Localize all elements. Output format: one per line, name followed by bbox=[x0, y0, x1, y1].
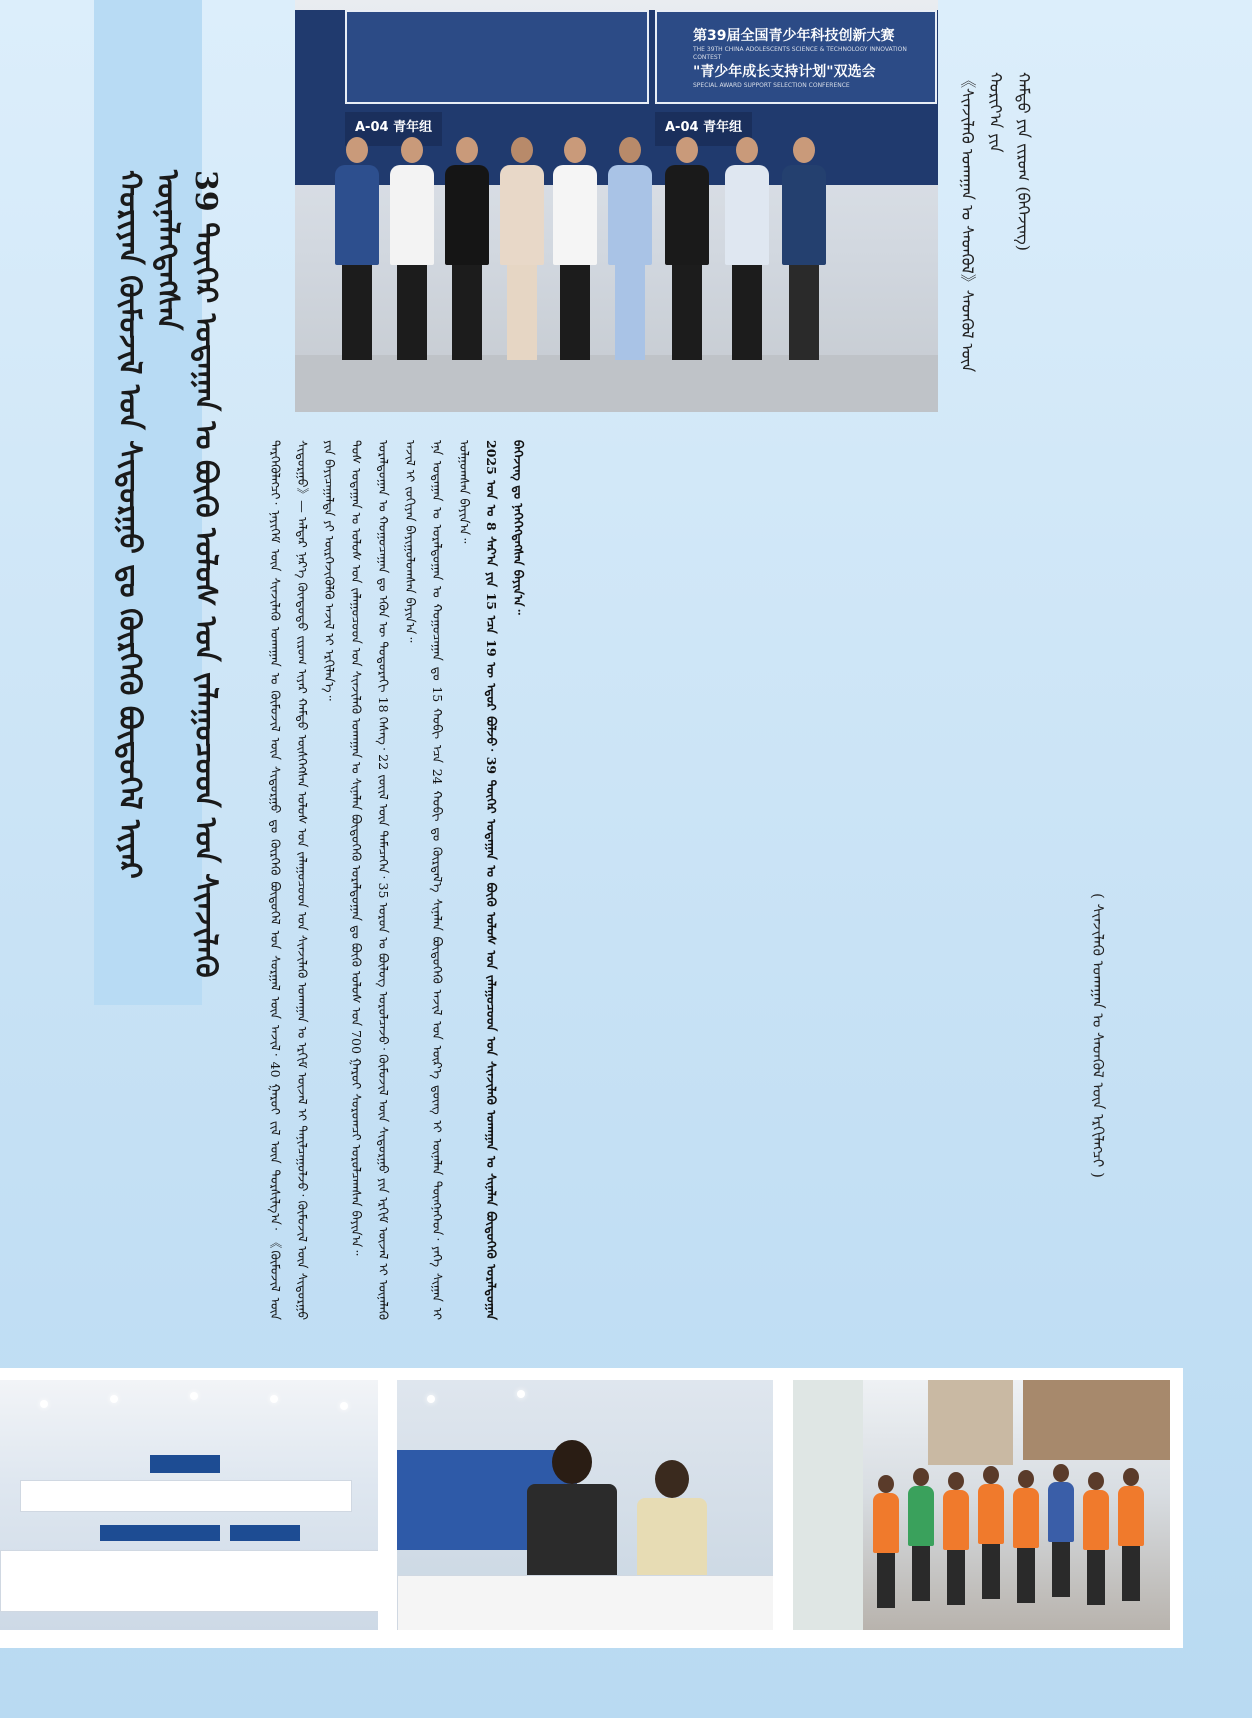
article-body bbox=[262, 440, 1072, 1320]
bus bbox=[793, 1380, 863, 1630]
student bbox=[943, 1472, 969, 1605]
article-headline bbox=[110, 170, 223, 1000]
photo-students-demo bbox=[397, 1380, 773, 1630]
photo-exam-hall bbox=[0, 1380, 378, 1630]
body-paragraph: ᠡᠨᠡ ᠤᠳᠠᠭᠠᠨ ᠤ ᠤᠷᠠᠯᠳᠤᠭᠠᠨ ᠤ ᠬᠤᠭᠤᠴᠠᠭᠠᠨ ᠳᠤ 15 ᠬᠤᠪᠢ ᠡᠴᠡ 24 ᠬᠤᠪᠢ ᠳᠤ ᠬᠦᠷᠲᠡᠯ᠎ᠡ ᠰᠢᠨᠡᠯᠡᠨ ᠪᠦᠲᠦᠭᠡᠬᠦ ᠠᠵᠢᠯ ᠤᠨ ᠦᠷ᠎ᠡ ᠳ᠋ᠦᠩ ᠢ ᠦᠨᠡᠯᠡᠨ ᠳᠦᠩᠨᠡᠭᠡᠳ᠂ ᠶᠡᠬᠡ ᠰᠢᠭᠠᠨ ᠢ ᠣᠯᠭᠤᠭᠰᠠᠨ ᠪᠠᠶᠢᠨ᠎ᠠ᠃ bbox=[430, 440, 472, 1320]
group-member bbox=[608, 137, 652, 360]
group-member bbox=[725, 137, 769, 360]
contest-title-en: THE 39TH CHINA ADOLESCENTS SCIENCE & TECHNOLOGY INNOVATION CONTEST bbox=[693, 46, 907, 61]
group-member bbox=[500, 137, 544, 360]
group-member bbox=[665, 137, 709, 360]
body-paragraph: ᠤᠷᠠᠯᠳᠤᠭᠠᠨ ᠤ ᠬᠤᠭᠤᠴᠠᠭᠠᠨ ᠳᠤ ᠡᠭᠦᠨ ᠦ ᠳᠣᠲᠣᠷᠠᠬᠢ 18 ᠬᠡᠰᠡᠭ᠂ 22 ᠵᠦᠢᠯ ᠦᠨ ᠲᠡᠮᠡᠴᠡᠭᠡᠨ᠂ 35 ᠣᠷᠣᠨ ᠤ ᠪᠦᠯᠦᠭ ᠣᠷᠣᠯᠴᠠᠵᠤ᠂ ᠬᠦᠮᠦᠵᠢᠯ ᠦᠨ ᠰᠢᠳᠤᠷᠭᠤ ᠶᠢᠨ ᠡᠷᠬᠢᠮ ᠦᠵᠡᠯ ᠢ ᠦᠨᠡᠯᠡᠬᠦ ᠠᠵᠢᠯ ᠢ ᠵᠣᠬᠢᠶᠠᠨ ᠪᠠᠶᠢᠭᠤᠯᠤᠭᠰᠠᠨ ᠪᠠᠶᠢᠨ᠎ᠠ᠃ bbox=[376, 440, 418, 1320]
student bbox=[908, 1468, 934, 1601]
building bbox=[1023, 1380, 1170, 1460]
student bbox=[978, 1466, 1004, 1599]
program-title-cn: "青少年成长支持计划"双选会 bbox=[693, 64, 876, 80]
floor bbox=[295, 355, 938, 412]
caption-line-2: ᠬᠠᠮᠲᠤ ᠶᠢᠨ ᠵᠢᠷᠤᠭ (ᠪᠡᠬᠡᠵᠢᠩ) bbox=[1014, 72, 1033, 251]
contest-title-cn: 第39届全国青少年科技创新大赛 bbox=[693, 28, 895, 44]
booth-panel-left bbox=[345, 10, 649, 104]
contest-banner bbox=[693, 26, 933, 90]
body-paragraph: ᠲᠡᠷᠭᠡᠭᠦᠯᠡᠭᠴᠢ᠂ ᠨᠡᠶᠢᠭᠡᠮ ᠦᠨ ᠰᠢᠨᠵᠢᠯᠡᠬᠦ ᠤᠬᠠᠭᠠᠨ ᠤ ᠬᠦᠮᠦᠵᠢᠯ ᠦᠨ ᠰᠢᠳᠤᠷᠭᠤ ᠳᠤ ᠬᠦᠷᠭᠡᠬᠦ ᠪᠥᠲᠦᠭᠡᠯ ᠤᠨ ᠰᠤᠷᠭᠠᠯ ᠦᠨ ᠠᠵᠢᠯ᠂ 40 ᠭᠠᠷᠤᠢ ᠵᠢᠯ ᠦᠨ ᠲᠤᠷᠱᠢᠯᠭ᠎ᠠ᠂ 《ᠬᠦᠮᠦᠵᠢᠯ ᠦᠨ ᠰᠢᠳᠤᠷᠭᠤ》— ᠠᠯᠳᠠᠷ ᠨᠡᠷ᠎ᠡ ᠬᠦᠨᠳᠦᠳᠦ ᠵᠢᠷᠤᠭ ᠢᠶᠠᠷ ᠬᠠᠮᠲᠤ ᠥᠰᠭᠡᠭᠰᠡᠨ ᠤᠯᠤᠰ ᠤᠨ ᠵᠠᠯᠠᠭᠤᠴᠤᠳ ᠤᠨ ᠰᠢᠨᠵᠢᠯᠡᠬᠦ ᠤᠬᠠᠭᠠᠨ ᠤ ᠡᠷᠬᠢᠮ ᠦᠵᠡᠯ ᠢ ᠲᠠᠨᠢᠯᠴᠠᠭᠤᠯᠵᠤ᠂ ᠬᠦᠮᠦᠵᠢᠯ ᠦᠨ ᠰᠢᠳᠤᠷᠭᠤ ᠶᠢᠨ ᠪᠠᠶᠢᠴᠠᠭᠠᠯᠲᠠ ᠶᠢ ᠥᠷᠭᠡᠵᠢᠭᠦᠯᠬᠦ ᠠᠵᠢᠯ ᠢ ᠡᠷᠬᠢᠯᠡᠨ᠎ᠡ᠃ bbox=[268, 440, 337, 1320]
booth-label-left: A-04 青年组 bbox=[345, 112, 442, 146]
photo-students-walking bbox=[793, 1380, 1170, 1630]
main-photo-exhibition-booth bbox=[295, 0, 938, 412]
student bbox=[1083, 1472, 1109, 1605]
dateline: 2025 ᠣᠨ ᠤ 8 ᠰᠠᠷ᠎ᠠ ᠶᠢᠨ 15 ᠡᠴᠡ 19 ᠦ ᠡᠳᠦᠷ ᠪᠣᠯᠵᠤ᠂ 39 ᠳᠦᠭᠡᠷ ᠤᠳᠠᠭᠠᠨ ᠤ ᠪᠦᠬᠦ ᠤᠯᠤᠰ ᠤᠨ ᠵᠠᠯᠠᠭᠤᠴᠤᠳ ᠤᠨ ᠰᠢᠨᠵᠢᠯᠡᠬᠦ ᠤᠬᠠᠭᠠᠨ ᠤ ᠰᠢᠨᠡᠯᠡᠨ ᠪᠦᠲᠦᠭᠡᠬᠦ ᠤᠷᠠᠯᠳᠤᠭᠠᠨ ᠪᠡᠬᠡᠵᠢᠩ ᠳᠤ ᠨᠡᠭᠡᠭᠡᠭᠳᠡᠭᠰᠡᠨ ᠪᠠᠶᠢᠨ᠎ᠠ᠃ bbox=[484, 440, 526, 1320]
body-paragraph: ᠲᠤᠰ ᠤᠳᠠᠭᠠᠨ ᠤ ᠤᠯᠤᠰ ᠤᠨ ᠵᠠᠯᠠᠭᠤᠴᠤᠳ ᠤᠨ ᠰᠢᠨᠵᠢᠯᠡᠬᠦ ᠤᠬᠠᠭᠠᠨ ᠤ ᠰᠢᠨᠡᠯᠡᠨ ᠪᠦᠲᠦᠭᠡᠬᠦ ᠤᠷᠠᠯᠳᠤᠭᠠᠨ ᠳᠤ ᠪᠦᠬᠦ ᠤᠯᠤᠰ ᠤᠨ 700 ᠭᠠᠷᠤᠢ ᠰᠤᠷᠤᠭᠴᠢ ᠣᠷᠣᠯᠴᠠᠭᠰᠠᠨ ᠪᠠᠶᠢᠨ᠎ᠠ᠃ bbox=[349, 440, 364, 1256]
caption-line-1: 《ᠰᠢᠨᠵᠢᠯᠡᠬᠦ ᠤᠬᠠᠭᠠᠨ ᠤ ᠰᠡᠳᠬᠦᠯ》ᠰᠡᠳᠬᠦᠯ ᠦᠨ ᠬᠣᠷᠢᠶ᠎ᠠ ᠶᠢᠨ bbox=[958, 72, 1005, 373]
headline-line-1: ᠬᠣᠷᠢᠶᠠᠨ ᠬᠦᠮᠦᠵᠢᠯ ᠤᠨ ᠰᠢᠳᠤᠷᠭᠤ ᠳᠤ ᠬᠦᠷᠭᠡᠬᠦ ᠪᠥᠲᠦᠭᠡᠯ ᠢᠶᠡᠷ ᠦᠨᠡᠯᠡᠭᠳᠡᠭᠰᠡᠨ bbox=[112, 170, 185, 879]
student bbox=[1118, 1468, 1144, 1601]
student bbox=[1013, 1470, 1039, 1603]
bottom-photo-strip bbox=[0, 1368, 1183, 1648]
clock-tower bbox=[928, 1380, 1013, 1465]
student bbox=[1048, 1464, 1074, 1597]
program-title-en: SPECIAL AWARD SUPPORT SELECTION CONFERENCE bbox=[693, 82, 850, 89]
group-member bbox=[782, 137, 826, 360]
group-member bbox=[335, 137, 379, 360]
section-subhead: ( ᠰᠢᠨᠵᠢᠯᠡᠬᠦ ᠤᠬᠠᠭᠠᠨ ᠤ ᠰᠡᠳᠬᠦᠯ ᠦᠨ ᠡᠷᠬᠢᠯᠡᠭᠴᠢ ) bbox=[1089, 893, 1107, 1178]
student bbox=[873, 1475, 899, 1608]
group-member bbox=[553, 137, 597, 360]
group-member bbox=[390, 137, 434, 360]
headline-line-2: 39 ᠳᠦᠭᠡᠷ ᠤᠳᠠᠭᠠᠨ ᠤ ᠪᠦᠬᠦ ᠤᠯᠤᠰ ᠤᠨ ᠵᠠᠯᠠᠭᠤᠴᠤᠳ ᠤᠨ ᠰᠢᠨᠵᠢᠯᠡᠬᠦ bbox=[188, 170, 223, 978]
group-member bbox=[445, 137, 489, 360]
booth-label-right: A-04 青年组 bbox=[655, 112, 752, 146]
photo-caption bbox=[953, 72, 1033, 412]
